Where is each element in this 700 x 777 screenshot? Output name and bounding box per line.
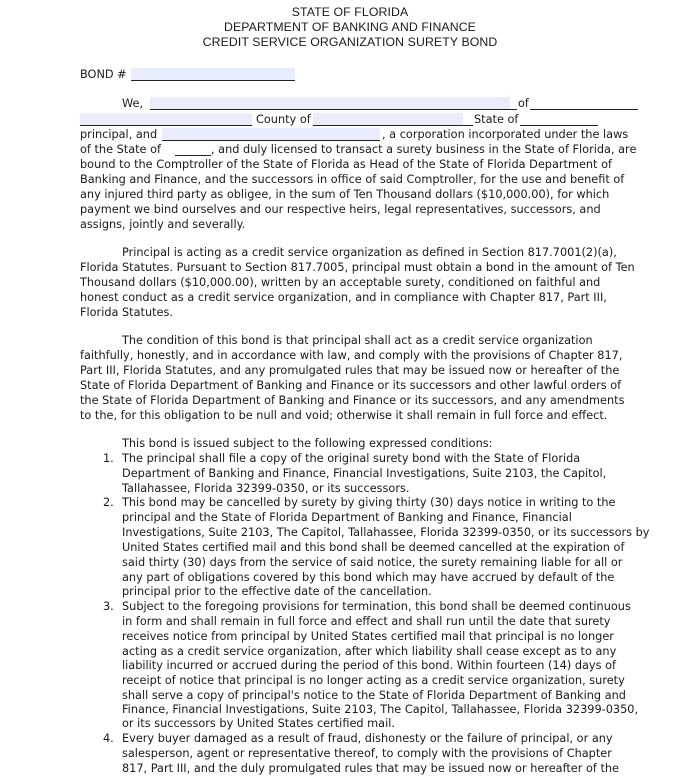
condition-line: salesperson, agent or representative thereof, to comply with the provisions of Chapter <box>122 747 612 760</box>
para3-line: faithfully, honestly, and in accordance with law, and comply with the provisions of Chapter 817, <box>80 349 623 362</box>
para3-line: Part III, Florida Statutes, and any promulgated rules that may be issued now or hereafter of the <box>80 364 620 377</box>
para1-line: any injured third party as obligee, in the sum of Ten Thousand dollars ($10,000.00), for which <box>80 188 610 201</box>
of-label: of <box>518 97 529 110</box>
para2-line: Thousand dollars ($10,000.00), written by an acceptable surety, conditioned on faithful and <box>80 276 601 289</box>
condition-number: 2. <box>103 496 114 509</box>
condition-line: said thirty (30) days from the service of said notice, the surety remaining liable for all or <box>122 556 623 569</box>
of-field[interactable] <box>530 109 638 110</box>
state-of-incorporation-label: of the State of <box>80 143 161 156</box>
para2-line: Florida Statutes. <box>80 306 173 319</box>
condition-line: United States certified mail and this bond shall be deemed cancelled at the expiration of <box>122 541 625 554</box>
principal-field[interactable] <box>162 128 380 141</box>
para3-line: State of Florida Department of Banking and Finance or its successors and other lawful orders of <box>80 379 622 392</box>
header-state: STATE OF FLORIDA <box>291 5 409 19</box>
condition-line: 817, Part III, and the duly promulgated rules that may be issued now or hereafter of the <box>122 762 619 775</box>
condition-line: or its successors by United States certified mail. <box>122 717 395 730</box>
conditions-intro: This bond is issued subject to the following expressed conditions: <box>122 437 493 450</box>
condition-line: Every buyer damaged as a result of fraud, dishonesty or the failure of principal, or any <box>122 732 613 745</box>
condition-line: in form and shall remain in full force and effect and shall run until the date that surety <box>122 615 611 628</box>
para1-line: bound to the Comptroller of the State of Florida as Head of the State of Florida Department of <box>80 158 612 171</box>
condition-number: 1. <box>103 452 114 465</box>
para2-line: honest conduct as a credit service organization, and in compliance with Chapter 817, Part III, <box>80 291 607 304</box>
we-label: We, <box>122 97 144 110</box>
condition-line: Finance, Financial Investigations, Suite 2103, The Capitol, Tallahassee, Florida 32399-0350, <box>122 703 639 716</box>
para3-line: the State of Florida Department of Banking and Finance or its successors, and any amendments <box>80 394 625 407</box>
condition-line: Investigations, Suite 2103, The Capitol, Tallahassee, Florida 32399-0350, or its successors by <box>122 526 650 539</box>
condition-line: liability incurred or accrued during the period of this bond. Within fourteen (14) days of <box>122 659 616 672</box>
bond-number-field[interactable] <box>131 68 295 81</box>
corporation-text: , a corporation incorporated under the laws <box>382 128 629 141</box>
condition-line: any part of obligations covered by this bond which may have accrued by default of the <box>122 571 615 584</box>
county-field[interactable] <box>313 113 463 126</box>
condition-line: receipt of notice that principal is no longer acting as a credit service organization, surety <box>122 674 625 687</box>
para1-line: payment we bind ourselves and our respective heirs, legal representatives, successors, and <box>80 203 601 216</box>
state-of-incorporation-field[interactable] <box>175 155 211 156</box>
state-field[interactable] <box>520 125 598 126</box>
header-department: DEPARTMENT OF BANKING AND FINANCE <box>223 20 476 34</box>
para3-line: The condition of this bond is that principal shall act as a credit service organization <box>122 334 593 347</box>
condition-line: principal and the State of Florida Department of Banking and Finance, Financial <box>122 511 572 524</box>
condition-line: Tallahassee, Florida 32399-0350, or its successors. <box>122 482 410 495</box>
condition-line: Subject to the foregoing provisions for termination, this bond shall be deemed continuous <box>122 600 631 613</box>
condition-line: principal prior to the effective date of the cancellation. <box>122 585 432 598</box>
condition-line: receives notice from principal by United States certified mail that principal is no longer <box>122 630 614 643</box>
para2-line: Principal is acting as a credit service organization as defined in Section 817.7001(2)(a), <box>122 246 617 259</box>
condition-number: 4. <box>103 732 114 745</box>
condition-line: acting as a credit service organization, after which liability shall cease except as to any <box>122 645 617 658</box>
duly-licensed-text: , and duly licensed to transact a surety business in the State of Florida, are <box>211 143 637 156</box>
underline <box>509 109 517 110</box>
para1-line: Banking and Finance, and the successors in office of said Comptroller, for the use and benefit of <box>80 173 625 186</box>
para2-line: Florida Statutes. Pursuant to Section 817.7005, principal must obtain a bond in the amount of Ten <box>80 261 635 274</box>
surety-name-field[interactable] <box>150 97 510 110</box>
para1-line: assigns, jointly and severally. <box>80 218 246 231</box>
condition-number: 3. <box>103 600 114 613</box>
document-header <box>0 5 700 50</box>
underline <box>463 125 473 126</box>
bond-number-label: BOND # <box>80 68 127 81</box>
para3-line: to the, for this obligation to be null and void; otherwise it shall remain in full force and effect. <box>80 409 608 422</box>
condition-line: The principal shall file a copy of the original surety bond with the State of Florida <box>122 452 581 465</box>
state-label: State of <box>474 113 519 126</box>
city-field[interactable] <box>80 113 252 126</box>
principal-label: principal, and <box>80 128 158 141</box>
condition-line: shall serve a copy of principal's notice to the State of Florida Department of Banking and <box>122 689 626 702</box>
county-label: County of <box>256 113 311 126</box>
condition-line: This bond may be cancelled by surety by giving thirty (30) days notice in writing to the <box>122 496 616 509</box>
header-title: CREDIT SERVICE ORGANIZATION SURETY BOND <box>202 35 498 49</box>
condition-line: Department of Banking and Finance, Financial Investigations, Suite 2103, the Capitol, <box>122 467 607 480</box>
